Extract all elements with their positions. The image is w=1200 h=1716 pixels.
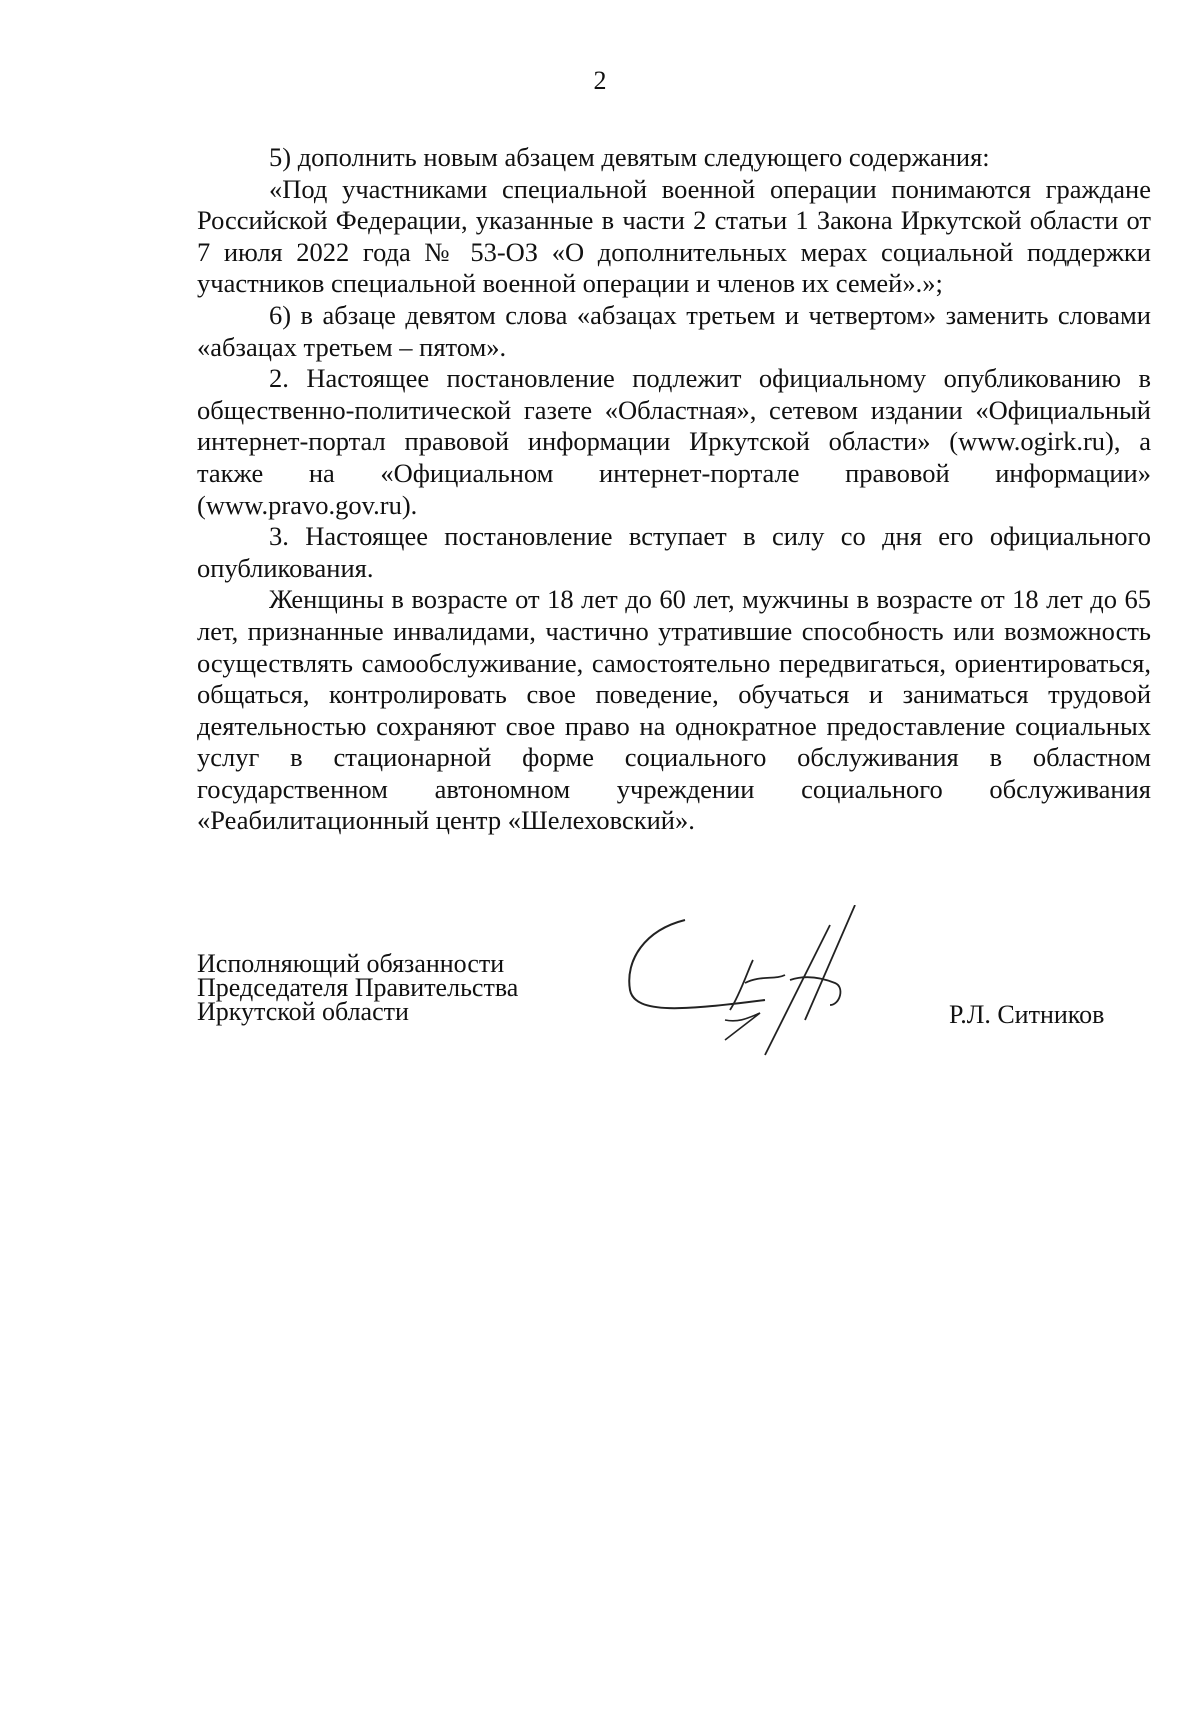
paragraph-svo-definition: «Под участниками специальной военной операции понимаются граждане Российской Федерации, указанные в части 2 статьи 1 Закона Иркутской области от 7 июля 2022 года № 53-ОЗ «О дополнительных мерах социальной поддержки участников специальной военной операции и членов их семей».»; [197,173,1151,299]
paragraph-amendment-6: 6) в абзаце девятом слова «абзацах третьем и четвертом» заменить словами «абзацах третьем – пятом». [197,299,1151,362]
document-body [197,142,1151,837]
paragraph-amendment-5: 5) дополнить новым абзацем девятым следующего содержания: [269,142,990,172]
handwritten-signature [625,905,905,1065]
signatory-name: Р.Л. Ситников [949,1000,1105,1029]
paragraph-entry-into-force: 3. Настоящее постановление вступает в силу со дня его официального опубликования. [197,521,1151,583]
signatory-position [197,949,519,1026]
signatory-position-line: Председателя Правительства [197,973,519,1002]
page-number: 2 [593,66,607,95]
paragraph-disability-services: Женщины в возрасте от 18 лет до 60 лет, мужчины в возрасте от 18 лет до 65 лет, признанные инвалидами, частично утратившие способность или возможность осуществлять самообслуживание, самостоятельно передвигаться, ориентироваться, общаться, контролировать свое поведение, обучаться и заниматься трудовой деятельностью сохраняют свое право на однократное предоставление социальных услуг в стационарной форме социального обслуживания в областном государственном автономном учреждении социального обслуживания «Реабилитационный центр «Шелеховский». [197,584,1151,836]
paragraph-publication: 2. Настоящее постановление подлежит официальному опубликованию в общественно-политической газете «Областная», сетевом издании «Официальный интернет-портал правовой информации Иркутской области» (www.ogirk.ru), а также на «Официальном интернет-портале правовой информации» (www.pravo.gov.ru). [197,363,1151,520]
signatory-position-line: Иркутской области [197,997,409,1026]
signatory-position-line: Исполняющий обязанности [197,949,505,978]
